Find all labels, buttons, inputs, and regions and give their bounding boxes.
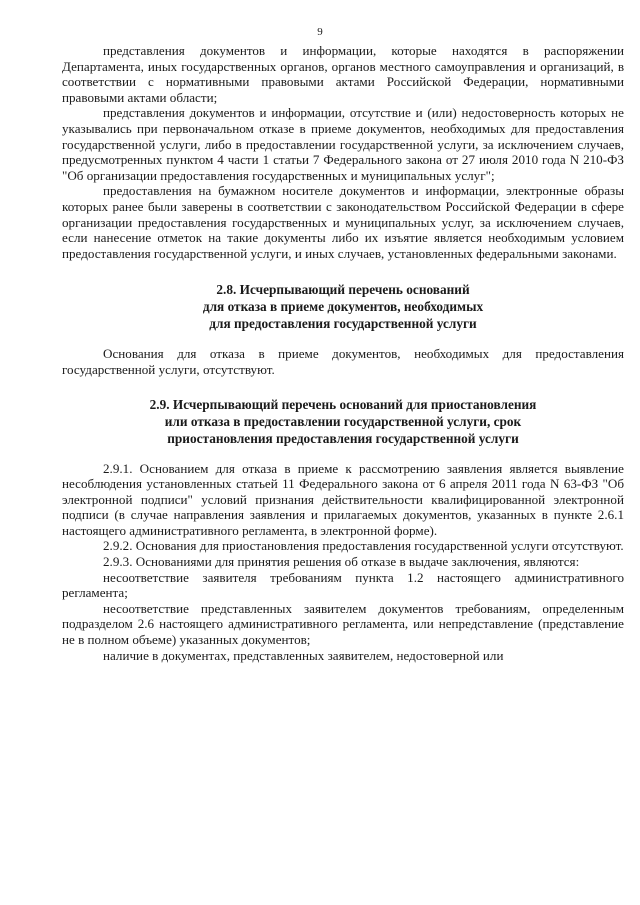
paragraph: Основания для отказа в приеме документов, необходимых для предоставления государственной услуги, отсутствуют. (62, 346, 624, 377)
paragraph: представления документов и информации, которые находятся в распоряжении Департамента, иных государственных органов, органов местного самоуправления и организаций, в соответствии с нормативными правовыми актами Российской Федерации, нормативными правовыми актами области; (62, 43, 624, 105)
heading-line: приостановления предоставления государственной услуги (167, 430, 519, 446)
heading-line: для отказа в приеме документов, необходимых (202, 299, 484, 315)
paragraph: представления документов и информации, отсутствие и (или) недостоверность которых не указывались при первоначальном отказе в приеме документов, необходимых для предоставления государственной услуги, либо в предоставлении государственной услуги, за исключением случаев, предусмотренных пунктом 4 части 1 статьи 7 Федерального закона от 27 июля 2010 года N 210-ФЗ "Об организации предоставления государственных и муниципальных услуг"; (62, 105, 624, 183)
paragraph: наличие в документах, представленных заявителем, недостоверной или (103, 647, 504, 663)
heading-line: 2.8. Исчерпывающий перечень оснований (216, 282, 470, 298)
document-body (62, 43, 624, 663)
section-heading-2-9 (62, 396, 624, 447)
paragraph: несоответствие представленных заявителем документов требованиям, определенным подразделом 2.6 настоящего административного регламента, или непредставление (представление не в полном объеме) указанных документов; (62, 600, 624, 648)
heading-line: или отказа в предоставлении государственной услуги, срок (164, 413, 522, 429)
paragraph: 2.9.3. Основаниями для принятия решения об отказе в выдаче заключения, являются: (103, 554, 580, 570)
paragraph: 2.9.2. Основания для приостановления предоставления государственной услуги отсутствуют. (103, 538, 624, 554)
heading-line: 2.9. Исчерпывающий перечень оснований для приостановления (149, 396, 537, 412)
heading-line: для предоставления государственной услуги (209, 316, 477, 332)
section-heading-2-8 (62, 281, 624, 332)
paragraph: предоставления на бумажном носителе документов и информации, электронные образы которых ранее были заверены в соответствии с законодательством Российской Федерации в сфере организации предоставления государственных и муниципальных услуг, за исключением случаев, если нанесение отметок на такие документы либо их изъятие является необходимым условием предоставления государственной услуги, и иных случаев, установленных федеральными законами. (62, 183, 624, 261)
paragraph: 2.9.1. Основанием для отказа в приеме к рассмотрению заявления является выявление несоблюдения установленных статьей 11 Федерального закона от 6 апреля 2011 года N 63-ФЗ "Об электронной подписи" условий признания действительности квалифицированной электронной подписи (в случае направления заявления и прилагаемых документов, указанных в пункте 2.6.1 настоящего административного регламента, в электронной форме). (62, 460, 624, 538)
page-number: 9 (317, 26, 323, 38)
paragraph: несоответствие заявителя требованиям пункта 1.2 настоящего административного регламента; (62, 569, 624, 601)
